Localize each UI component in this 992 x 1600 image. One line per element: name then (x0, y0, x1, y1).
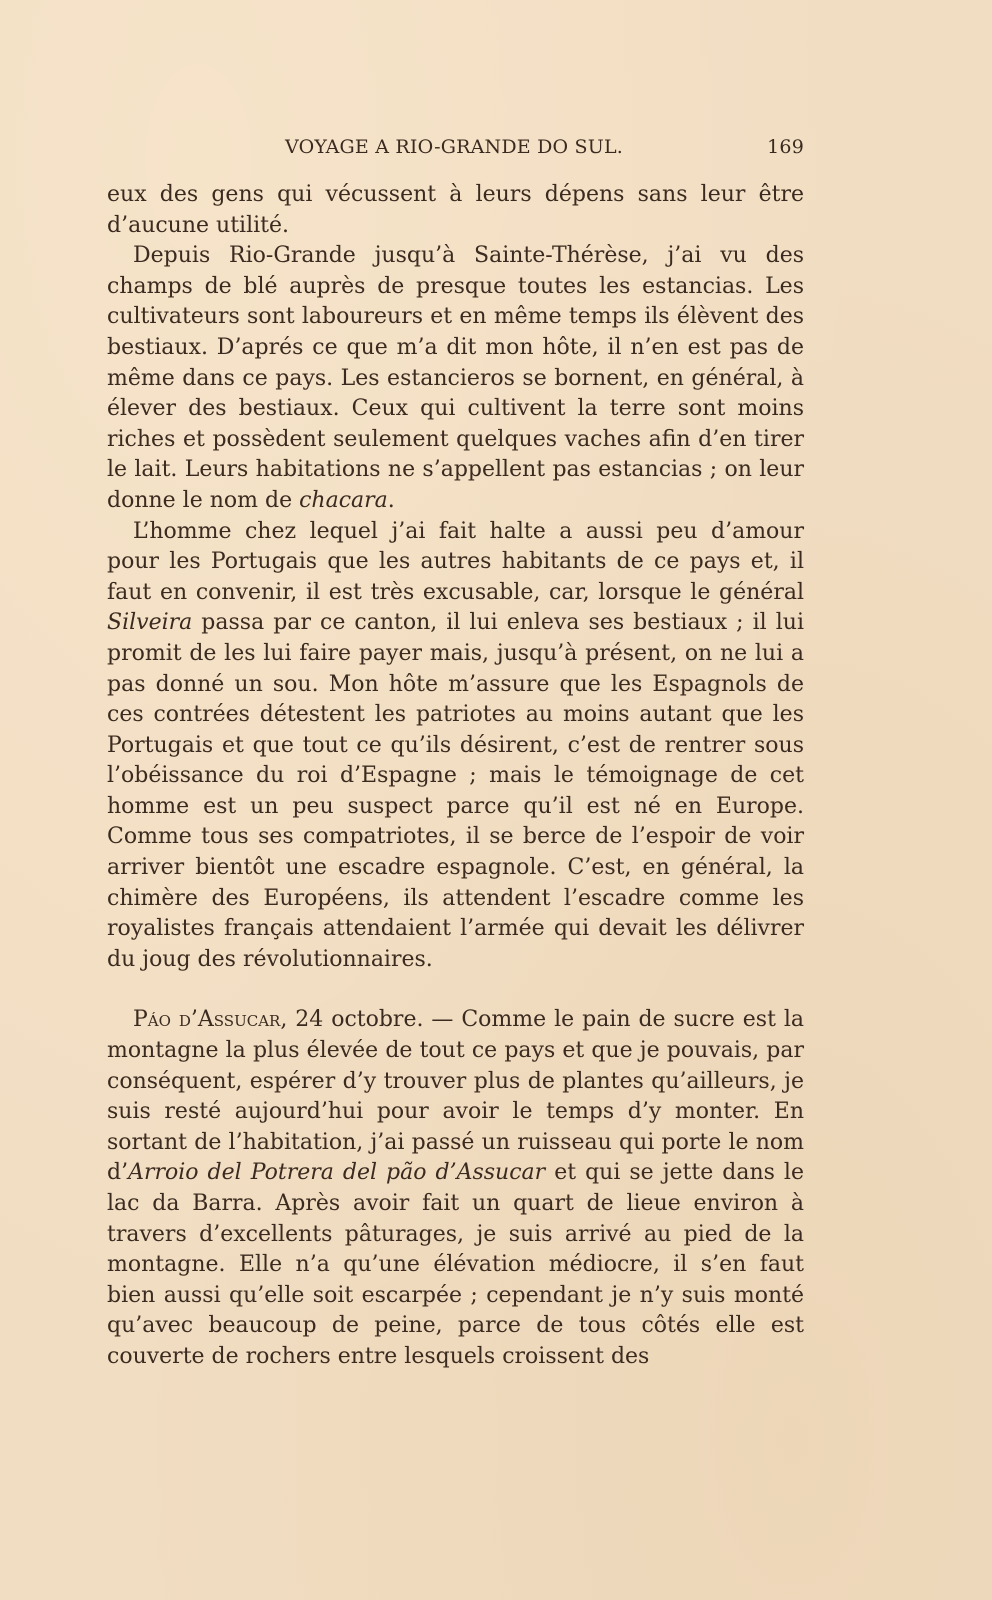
paragraph-1 (107, 180, 804, 241)
paragraph-text: et qui se jette dans le lac da Barra. Après avoir fait un quart de lieue environ à travers d’excellents pâturages, je suis arrivé au pied de la montagne. Elle n’a qu’une élévation médiocre, il s’en faut bien aussi qu’elle soit escarpée ; cependant je n’y suis monté qu’avec beaucoup de peine, parce de tous côtés elle est couverte de rochers entre lesquels croissent des (107, 1160, 804, 1369)
italic-term: chacara (299, 487, 388, 513)
paragraph-text: L’homme chez lequel j’ai fait halte a aussi peu d’amour pour les Portugais que les autres habitants de ce pays et, il faut en convenir, il est très excusable, car, lorsque le général (107, 518, 804, 605)
italic-place-name: Arroio del Potrera del pão d’Assucar (128, 1160, 546, 1186)
paragraph-text: . (387, 487, 395, 513)
paragraph-2 (107, 241, 804, 516)
paragraph-text: passa par ce canton, il lui enleva ses bestiaux ; il lui promit de les lui faire payer mais, jusqu’à présent, on ne lui a pas donné un sou. Mon hôte m’assure que les Espagnols de ces contrées détestent les patriotes au moins autant que les Portugais et que tout ce qu’ils désirent, c’est de rentrer sous l’obéissance du roi d’Espagne ; mais le témoignage de cet homme est un peu suspect parce qu’il est né en Europe. Comme tous ses compatriotes, il se berce de l’espoir de voir arriver bientôt une escadre espagnole. C’est, en général, la chimère des Européens, ils attendent l’escadre comme les royalistes français attendaient l’armée qui devait les délivrer du joug des révolutionnaires. (107, 610, 804, 972)
place-heading: Páo d’Assucar (133, 1007, 281, 1033)
paragraph-text: , 24 octobre. — Comme le pain de sucre est la montagne la plus élevée de tout ce pays et que je pouvais, par conséquent, espérer d’y trouver plus de plantes qu’ailleurs, je suis resté aujourd’hui pour avoir le temps d’y monter. En sortant de l’habitation, j’ai passé un ruisseau qui porte le nom d’ (107, 1007, 805, 1186)
running-title: VOYAGE A RIO-GRANDE DO SUL. (285, 136, 624, 158)
italic-name: Silveira (107, 610, 193, 636)
page-number: 169 (767, 136, 804, 158)
paragraph-text: Depuis Rio-Grande jusqu’à Sainte-Thérèse, j’ai vu des champs de blé auprès de presque toutes les estancias. Les cultivateurs sont laboureurs et en même temps ils élèvent des bestiaux. D’aprés ce que m’a dit mon hôte, il n’en est pas de même dans ce pays. Les estancieros se bornent, en général, à élever des bestiaux. Ceux qui cultivent la terre sont moins riches et possèdent seulement quelques vaches afin d’en tirer le lait. Leurs habitations ne s’appellent pas estancias ; on leur donne le nom de (107, 243, 804, 513)
running-head (107, 130, 804, 164)
paragraph-text: eux des gens qui vécussent à leurs dépens sans leur être d’aucune utilité. (107, 182, 804, 238)
paragraph-3 (107, 517, 804, 976)
book-page (107, 130, 804, 1373)
paragraph-4 (107, 1005, 804, 1372)
body-text (107, 180, 804, 1373)
